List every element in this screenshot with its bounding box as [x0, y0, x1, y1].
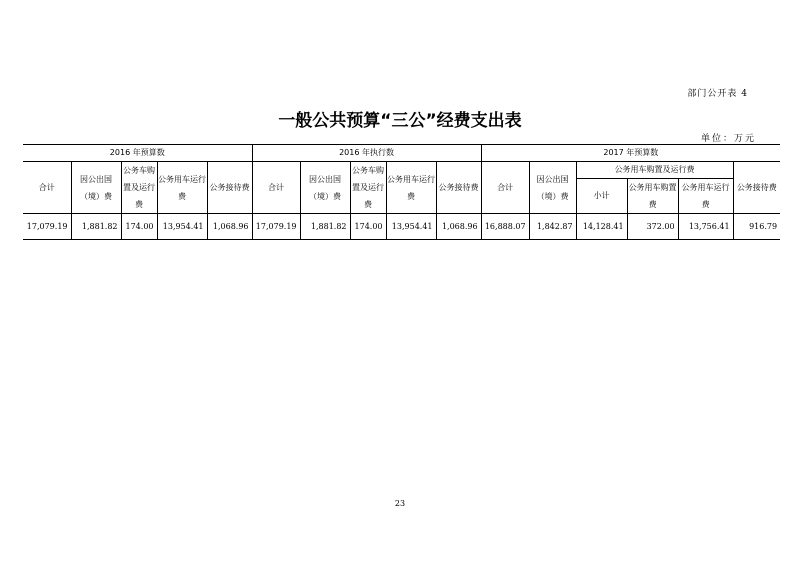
cell-value: 17,079.19	[252, 214, 300, 240]
cell-value: 13,954.41	[386, 214, 436, 240]
col-abroad: 因公出国（境）费	[71, 162, 121, 214]
col-total: 合计	[252, 162, 300, 214]
group-header-2017-budget: 2017 年预算数	[481, 145, 780, 162]
col-total: 合计	[481, 162, 529, 214]
cell-value: 14,128.41	[576, 214, 627, 240]
col-vehicle-combined: 公务车购置及运行费	[350, 162, 386, 214]
page-number: 23	[394, 499, 406, 508]
col-reception: 公务接待费	[207, 162, 252, 214]
cell-value: 13,954.41	[157, 214, 207, 240]
col-abroad: 因公出国（境）费	[529, 162, 576, 214]
col-reception: 公务接待费	[733, 162, 780, 214]
table-row	[23, 214, 780, 240]
cell-value: 16,888.07	[481, 214, 529, 240]
page-title: 一般公共预算“三公”经费支出表	[278, 111, 522, 131]
expenditure-table	[23, 144, 780, 240]
table-tag: 部门公开表 4	[687, 89, 748, 99]
col-total: 合计	[23, 162, 71, 214]
cell-value: 174.00	[350, 214, 386, 240]
cell-value: 13,756.41	[678, 214, 733, 240]
col-vehicle-operation-2017: 公务用车运行费	[678, 179, 733, 214]
col-vehicle-group: 公务用车购置及运行费	[576, 162, 733, 179]
group-header-2016-execution: 2016 年执行数	[252, 145, 481, 162]
cell-value: 916.79	[733, 214, 780, 240]
cell-value: 1,842.87	[529, 214, 576, 240]
group-header-2016-budget: 2016 年预算数	[23, 145, 252, 162]
col-vehicle-purchase: 公务用车购置费	[627, 179, 678, 214]
cell-value: 372.00	[627, 214, 678, 240]
column-header-row	[23, 162, 780, 179]
cell-value: 1,068.96	[436, 214, 481, 240]
cell-value: 1,068.96	[207, 214, 252, 240]
cell-value: 1,881.82	[71, 214, 121, 240]
col-abroad: 因公出国（境）费	[300, 162, 350, 214]
col-vehicle-operation: 公务用车运行费	[157, 162, 207, 214]
unit-label: 单位：万元	[700, 134, 756, 144]
group-header-row	[23, 145, 780, 162]
col-vehicle-combined: 公务车购置及运行费	[121, 162, 157, 214]
cell-value: 1,881.82	[300, 214, 350, 240]
col-vehicle-operation: 公务用车运行费	[386, 162, 436, 214]
col-subtotal: 小计	[576, 179, 627, 214]
col-reception: 公务接待费	[436, 162, 481, 214]
cell-value: 174.00	[121, 214, 157, 240]
cell-value: 17,079.19	[23, 214, 71, 240]
